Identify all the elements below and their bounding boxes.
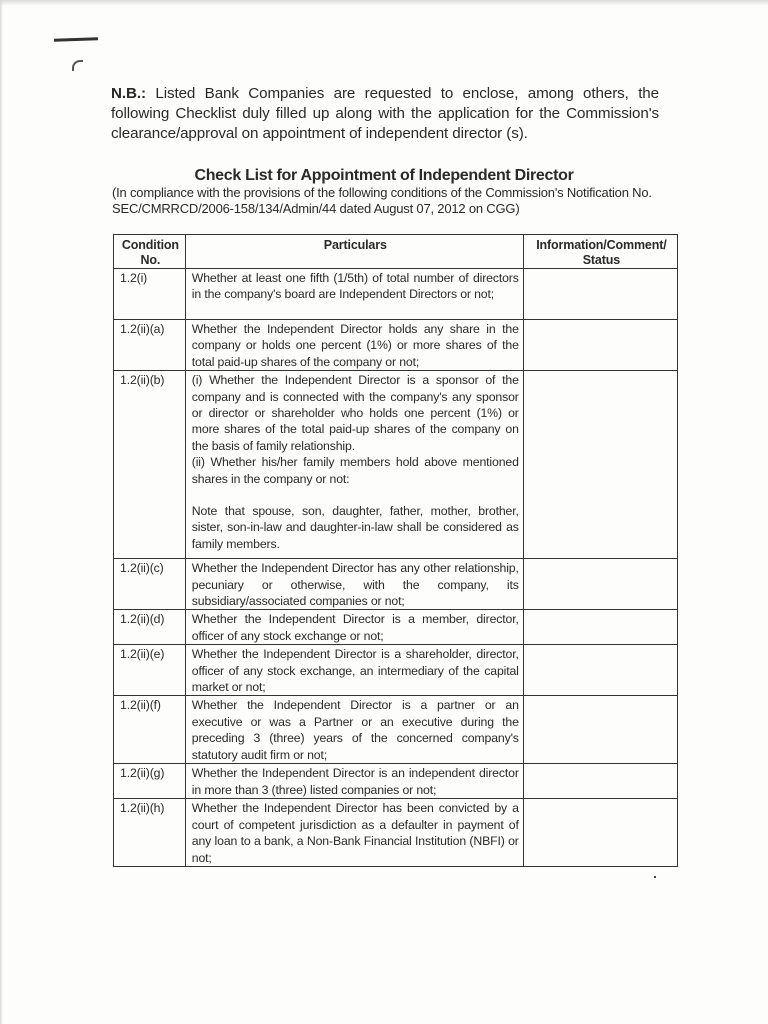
particulars-cell: Whether the Independent Director has any other relationship, pecuniary or otherwise, with the company, its subsidiary/associated companies or not; [185, 559, 523, 610]
info-cell[interactable] [523, 320, 677, 371]
particulars-cell [185, 371, 523, 559]
particulars-cell: Whether the Independent Director is a partner or an executive or was a Partner or an executive during the preceding 3 (three) years of the concerned company's statutory audit firm or not; [185, 696, 523, 764]
particulars-cell: Whether the Independent Director is an independent director in more than 3 (three) listed companies or not; [185, 764, 523, 799]
table-row [114, 799, 678, 867]
table-row [114, 696, 678, 764]
stray-dot [654, 876, 656, 878]
header-particulars: Particulars [185, 235, 523, 269]
nb-text: Listed Bank Companies are requested to enclose, among others, the following Checklist duly filled up along with the application for the Commission's clearance/approval on appointment of independent director (s). [111, 85, 660, 142]
particulars-cell: Whether the Independent Director is a member, director, officer of any stock exchange or not; [185, 610, 523, 645]
particulars-part-ii: (ii) Whether his/her family members hold above mentioned shares in the company or not: [191, 455, 519, 486]
condition-cell: 1.2(ii)(f) [114, 696, 186, 764]
table-row [114, 269, 678, 320]
info-cell[interactable] [523, 610, 677, 645]
condition-cell: 1.2(ii)(d) [114, 610, 186, 645]
info-cell[interactable] [523, 645, 677, 696]
info-cell[interactable] [523, 269, 677, 320]
particulars-cell: Whether the Independent Director has been convicted by a court of competent jurisdiction as a defaulter in payment of any loan to a bank, a Non-Bank Financial Institution (NBFI) or not; [185, 799, 523, 867]
info-cell[interactable] [523, 371, 677, 559]
pen-mark [54, 37, 98, 42]
header-condition: Condition No. [114, 235, 186, 269]
condition-cell: 1.2(i) [114, 269, 186, 320]
document-subtitle: (In compliance with the provisions of the following conditions of the Commission's Notification No. SEC/CMRRCD/2006-158/134/Admin/44 dated August 07, 2012 on CGG) [112, 185, 652, 216]
table-row [114, 764, 678, 799]
particulars-note: Note that spouse, son, daughter, father, mother, brother, sister, son-in-law and daughter-in-law shall be considered as family members. [191, 504, 519, 551]
nb-paragraph [111, 84, 659, 144]
info-cell[interactable] [523, 799, 677, 867]
punch-hole-mark [72, 60, 83, 71]
condition-cell: 1.2(ii)(a) [114, 320, 186, 371]
particulars-cell: Whether the Independent Director is a shareholder, director, officer of any stock exchange, an intermediary of the capital market or not; [185, 645, 523, 696]
table-row [114, 610, 678, 645]
condition-cell: 1.2(ii)(g) [114, 764, 186, 799]
condition-cell: 1.2(ii)(b) [114, 371, 186, 559]
info-cell[interactable] [523, 559, 677, 610]
particulars-part-i: (i) Whether the Independent Director is a sponsor of the company and is connected with the company's any sponsor or director or shareholder who holds one percent (1%) or more shares of the total paid-up shares of the company on the basis of family relationship. [191, 373, 519, 453]
page-left-edge [0, 0, 3, 1024]
table-row [114, 320, 678, 371]
checklist-table [113, 234, 678, 867]
table-row [114, 371, 678, 559]
particulars-cell: Whether the Independent Director holds any share in the company or holds one percent (1%) or more shares of the total paid-up shares of the company or not; [185, 320, 523, 371]
table-row [114, 645, 678, 696]
page-top-edge [0, 0, 768, 6]
document-title: Check List for Appointment of Independent Director [194, 167, 574, 184]
info-cell[interactable] [523, 764, 677, 799]
particulars-cell: Whether at least one fifth (1/5th) of total number of directors in the company's board are Independent Directors or not; [185, 269, 523, 320]
nb-label: N.B.: [111, 85, 146, 102]
condition-cell: 1.2(ii)(e) [114, 645, 186, 696]
info-cell[interactable] [523, 696, 677, 764]
header-info: Information/Comment/ Status [523, 235, 677, 269]
condition-cell: 1.2(ii)(c) [114, 559, 186, 610]
table-row [114, 559, 678, 610]
paragraph-gap [192, 487, 519, 503]
table-header-row [114, 235, 678, 269]
condition-cell: 1.2(ii)(h) [114, 799, 186, 867]
